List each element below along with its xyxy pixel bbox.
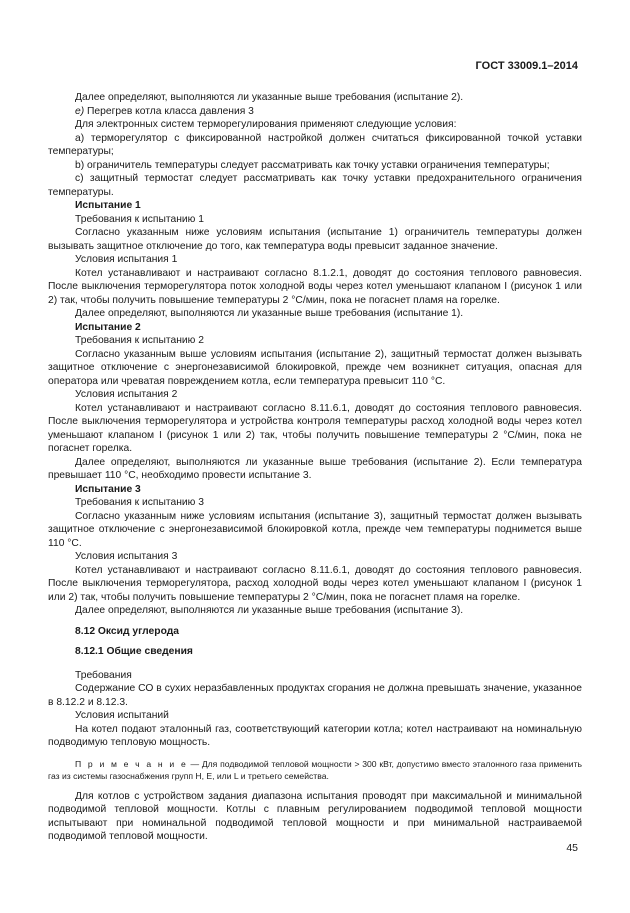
page-body	[48, 91, 582, 844]
subheading: Требования	[75, 669, 132, 681]
subheading: Условия испытания 3	[75, 551, 178, 562]
paragraph: Согласно указанным ниже условиям испытания (испытание 3), защитный термостат должен вызывать защитное отключение с энергонезависимой блокировкой котла, прежде чем температуры поднимется выше 110 °С.	[48, 510, 582, 549]
paragraph: Котел устанавливают и настраивают согласно 8.11.6.1, доводят до состояния теплового равновесия. После выключения терморегулятора, расход холодной воды через котел уменьшают клапаном I (рисунок 1 или 2) так, чтобы получить повышение температуры 2 °С/мин, пока не погаснет пламя на горелке.	[48, 564, 582, 603]
list-item-c: c) защитный термостат следует рассматривать как точку уставки предохранительного ограничения температуры.	[48, 173, 582, 198]
paragraph: Согласно указанным ниже условиям испытания (испытание 1) ограничитель температуры должен вызывать защитное отключение до того, как температура воды превысит заданное значение.	[48, 227, 582, 252]
item-marker: e)	[75, 105, 85, 117]
paragraph: Содержание СО в сухих неразбавленных продуктах сгорания не должна превышать значение, указанное в 8.12.2 и 8.12.3.	[48, 683, 582, 708]
paragraph: Котел устанавливают и настраивают согласно 8.1.2.1, доводят до состояния теплового равновесия. После выключения терморегулятора поток холодной воды через котел уменьшают клапаном I (рисунок 1 или 2) так, чтобы получить повышение температуры 2 °С/мин, пока не погаснет пламя на горелке.	[48, 267, 582, 306]
paragraph: Котел устанавливают и настраивают согласно 8.11.6.1, доводят до состояния теплового равновесия. После выключения терморегулятора и устройства контроля температуры расход холодной воды через котел уменьшают клапаном I (рисунок 1 или 2) так, чтобы получить повышение температуры 2 °С/мин, пока не погаснет горелка.	[48, 402, 582, 454]
subheading: Условия испытаний	[75, 710, 169, 721]
subheading: Требования к испытанию 2	[75, 335, 204, 346]
section-heading: 8.12 Оксид углерода	[75, 625, 179, 637]
item-text: Перегрев котла класса давления 3	[87, 105, 254, 117]
list-item-a: а) терморегулятор с фиксированной настройкой должен считаться фиксированной точкой уставки температуры;	[48, 132, 582, 157]
paragraph: На котел подают эталонный газ, соответствующий категории котла; котел настраивают на номинальную подводимую тепловую мощность.	[48, 723, 582, 748]
list-item-b: b) ограничитель температуры следует рассматривать как точку уставки ограничения температуры;	[75, 159, 550, 171]
paragraph: Далее определяют, выполняются ли указанные выше требования (испытание 2).	[75, 92, 464, 103]
page-number: 45	[566, 842, 578, 854]
paragraph: Согласно указанным выше условиям испытания (испытание 2), защитный термостат должен вызывать защитное отключение с энергонезависимой блокировкой, прежде чем возникнет ситуация, опасная для оператора или чреватая повреждением котла, если температура превысит 110 °С.	[48, 348, 582, 387]
note	[48, 758, 582, 782]
subheading: Требования к испытанию 3	[75, 497, 204, 508]
paragraph: Далее определяют, выполняются ли указанные выше требования (испытание 3).	[75, 605, 464, 616]
subitem-e	[48, 105, 582, 119]
paragraph: Для электронных систем терморегулирования применяют следующие условия:	[75, 119, 457, 130]
note-text: — Для подводимой тепловой мощности > 300 кВт, допустимо вместо эталонного газа применить газ из системы газоснабжения групп H, E, или L и третьего семейства.	[48, 758, 582, 781]
paragraph: Для котлов с устройством задания диапазона испытания проводят при максимальной и минимальной подводимой тепловой мощности. Котлы с плавным регулированием подводимой тепловой мощности испытывают при номинальной подводимой тепловой мощности и при минимальной настраиваемой подводимой тепловой мощности.	[48, 790, 582, 842]
subheading: Условия испытания 2	[75, 389, 178, 400]
standard-header: ГОСТ 33009.1–2014	[475, 60, 578, 72]
subheading: Условия испытания 1	[75, 254, 178, 265]
paragraph: Далее определяют, выполняются ли указанные выше требования (испытание 1).	[75, 308, 464, 319]
subsection-heading: 8.12.1 Общие сведения	[75, 646, 193, 657]
test-heading: Испытание 2	[75, 321, 141, 333]
test-heading: Испытание 1	[75, 200, 141, 211]
test-heading: Испытание 3	[75, 483, 141, 495]
paragraph: Далее определяют, выполняются ли указанные выше требования (испытание 2). Если температура превышает 110 °С, необходимо провести испытание 3.	[48, 456, 582, 481]
subheading: Требования к испытанию 1	[75, 213, 204, 225]
note-label: П р и м е ч а н и е	[75, 758, 188, 769]
